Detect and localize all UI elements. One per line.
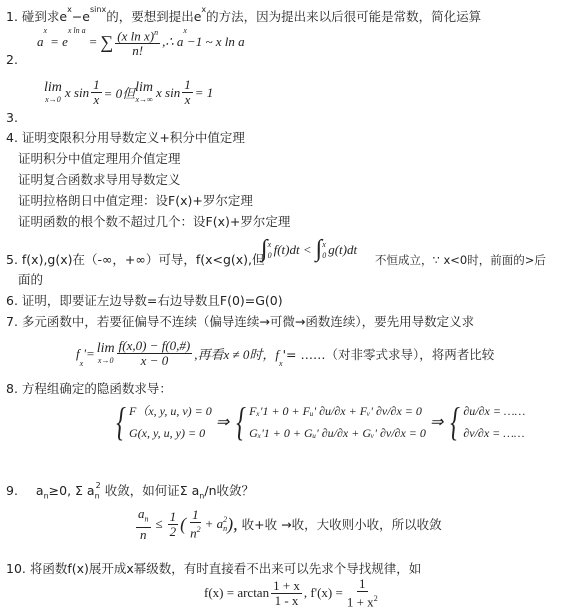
d: 1 + x — [346, 594, 374, 610]
fraction — [117, 339, 193, 368]
num: 1 — [192, 507, 199, 523]
den: x — [184, 92, 191, 107]
f: x — [43, 26, 48, 35]
f: x — [183, 26, 187, 35]
item-5-integrals — [261, 236, 357, 263]
lim — [44, 81, 62, 104]
integral-sign: ∫ — [315, 236, 323, 262]
item-2-formula — [44, 78, 213, 107]
plus: + a — [204, 516, 224, 532]
row: Fₓ'1 + 0 + Fᵤ' ∂u/∂x + Fᵥ' ∂v/∂x = 0 — [249, 404, 422, 418]
integral-sign: ∫ — [261, 236, 268, 262]
brace: { — [450, 399, 461, 444]
system-2 — [249, 400, 426, 444]
item-1-label: 1. 碰到求e — [6, 9, 68, 25]
brace: { — [116, 399, 126, 444]
exp: x — [67, 5, 72, 14]
mid: 的，要想到提出e — [106, 9, 202, 25]
lim-sub: x→0 — [97, 356, 114, 365]
t: a — [35, 483, 44, 499]
fraction — [91, 78, 102, 107]
t: n — [94, 491, 100, 501]
t: 收敛，如何证Σ a — [104, 483, 200, 499]
fraction — [136, 507, 151, 542]
low: 0 — [267, 250, 272, 260]
den: x − 0 — [140, 353, 169, 368]
row: ∂v/∂x = …… — [463, 426, 525, 440]
item-5-post: 不恒成立，∵ x<0时，前面的>后 — [375, 253, 546, 267]
item-4-line: 证明复合函数求导用导数定义 — [18, 172, 181, 187]
exp: sinx — [90, 5, 107, 14]
lim-word: lim — [96, 341, 115, 356]
f: x — [79, 359, 84, 368]
num: f(x,0) − f(0,#) — [118, 338, 191, 353]
den: 2 — [169, 523, 177, 539]
f: x ln a — [67, 26, 86, 35]
item-7-text: 7. 多元函数中，若要征偏导不连续（偏导连续→可微→函数连续），要先用导数定义求 — [6, 314, 475, 329]
den — [188, 523, 203, 540]
rest: 的方法，因为提出来以后很可能是常数，简化运算 — [206, 9, 482, 25]
f: f — [76, 345, 80, 361]
den: n — [140, 526, 147, 542]
up: x — [267, 239, 272, 249]
mid: = 0但 — [103, 86, 136, 101]
lim — [97, 342, 115, 365]
item-8-formula — [113, 400, 525, 444]
f: −1 ~ x ln a — [186, 34, 245, 50]
d: n — [190, 525, 197, 541]
num: 1 — [169, 508, 177, 524]
fraction — [168, 510, 179, 539]
system-3 — [463, 400, 525, 444]
num: 1 + x — [273, 577, 300, 593]
t: n — [43, 491, 49, 501]
mid: x — [279, 359, 283, 368]
t: n — [199, 491, 205, 501]
n: (x ln x) — [117, 28, 155, 44]
den: n! — [132, 43, 144, 59]
den: 1 - x — [274, 592, 299, 608]
f: a — [37, 34, 44, 50]
body: g(t)dt — [328, 241, 358, 257]
item-6-text: 6. 证明，即要证左边导数=右边导数且F(0)=G(0) — [6, 293, 283, 308]
fraction — [271, 579, 302, 608]
row: F（x, y, u, v) = 0 — [129, 404, 212, 418]
item-5-pre: 5. f(x),g(x)在（-∞，+∞）可导，f(x<g(x),但 — [6, 252, 265, 267]
x: x sin — [64, 84, 90, 100]
lim-sub: x→0 — [45, 95, 61, 104]
s: n — [223, 524, 228, 534]
f: '= — [83, 345, 95, 361]
t: /n收敛？ — [204, 483, 255, 499]
num — [136, 507, 151, 528]
lim-word: lim — [135, 80, 154, 95]
system-1 — [129, 400, 212, 444]
mid: , f'(x) = — [303, 585, 343, 601]
row: ∂u/∂x = …… — [463, 404, 526, 418]
sum-sign: ∑ — [100, 31, 114, 52]
num: 1 — [359, 576, 366, 591]
s: 2 — [223, 515, 228, 525]
d: 2 — [373, 594, 378, 603]
end: = 1 — [194, 84, 214, 100]
item-3-label: 3. — [6, 110, 18, 125]
mid: ,再看x ≠ 0时，f — [194, 347, 280, 362]
num — [115, 26, 160, 44]
exp: x — [201, 5, 207, 14]
limits — [268, 239, 272, 261]
item-1-text — [6, 6, 481, 25]
item-2-label: 2. — [6, 52, 18, 67]
item-4-line: 证明函数的根个数不超过几个：设F(x)+罗尔定理 — [18, 214, 291, 229]
item-9-formula — [134, 507, 442, 542]
f: = — [88, 34, 98, 50]
up: x — [322, 239, 326, 249]
lim-word: lim — [44, 80, 62, 95]
n: n — [154, 28, 159, 37]
item-8-text: 8. 方程组确定的隐函数求导： — [6, 381, 172, 396]
dash: −e — [71, 9, 90, 25]
end: '= ……（对非零式求导），将两者比较 — [282, 346, 495, 362]
fraction — [182, 78, 193, 107]
low: 0 — [322, 250, 327, 260]
brace: { — [236, 399, 246, 444]
row: G(x, y, u, y) = 0 — [129, 426, 206, 440]
f: ,∴ a — [162, 34, 184, 50]
item-4-line: 证明拉格朗日中值定理：设F(x)+罗尔定理 — [18, 193, 253, 208]
item-10-text: 10. 将函数f(x)展开成x幂级数，有时直接看不出来可以先求个导找规律，如 — [6, 561, 422, 576]
den: x — [93, 92, 100, 107]
row: Gₓ'1 + 0 + Gᵤ' ∂u/∂x + Gᵥ' ∂v/∂x = 0 — [249, 426, 426, 440]
x: x sin — [156, 84, 181, 100]
item-4-line: 4. 证明变限积分用导数定义+积分中值定理 — [6, 130, 245, 145]
item-9-label: 9. — [6, 483, 18, 499]
paren: ( — [180, 513, 187, 534]
t: ≥0, Σ a — [48, 483, 95, 499]
limits — [322, 239, 326, 261]
le: ≤ — [155, 516, 163, 532]
f: f(x) = arctan — [204, 585, 270, 601]
n: n — [144, 514, 149, 524]
fraction — [188, 508, 203, 540]
num: 1 — [184, 77, 191, 92]
item-7-formula — [76, 339, 494, 368]
arrow: ⇒ — [429, 414, 444, 431]
lim — [135, 81, 153, 104]
d: 2 — [196, 525, 201, 535]
lim-sub: x→∞ — [135, 95, 153, 104]
f: = e — [50, 34, 68, 50]
t: 2 — [95, 481, 101, 490]
den — [345, 592, 380, 609]
num: 1 — [93, 77, 100, 92]
item-10-formula — [204, 577, 382, 609]
item-4-line: 证明积分中值定理用介值定理 — [18, 151, 181, 166]
tail: 收+收 →收，大收则小收，所以收敛 — [241, 517, 442, 533]
item-9-text — [6, 480, 254, 505]
fraction — [345, 577, 380, 609]
body: f(t)dt < — [273, 241, 312, 257]
fraction — [115, 26, 160, 58]
n: a — [138, 506, 145, 521]
arrow: ⇒ — [215, 414, 230, 431]
paren: ), — [227, 513, 238, 534]
item-1-formula — [37, 26, 245, 58]
item-5-line2: 面的 — [18, 272, 44, 287]
